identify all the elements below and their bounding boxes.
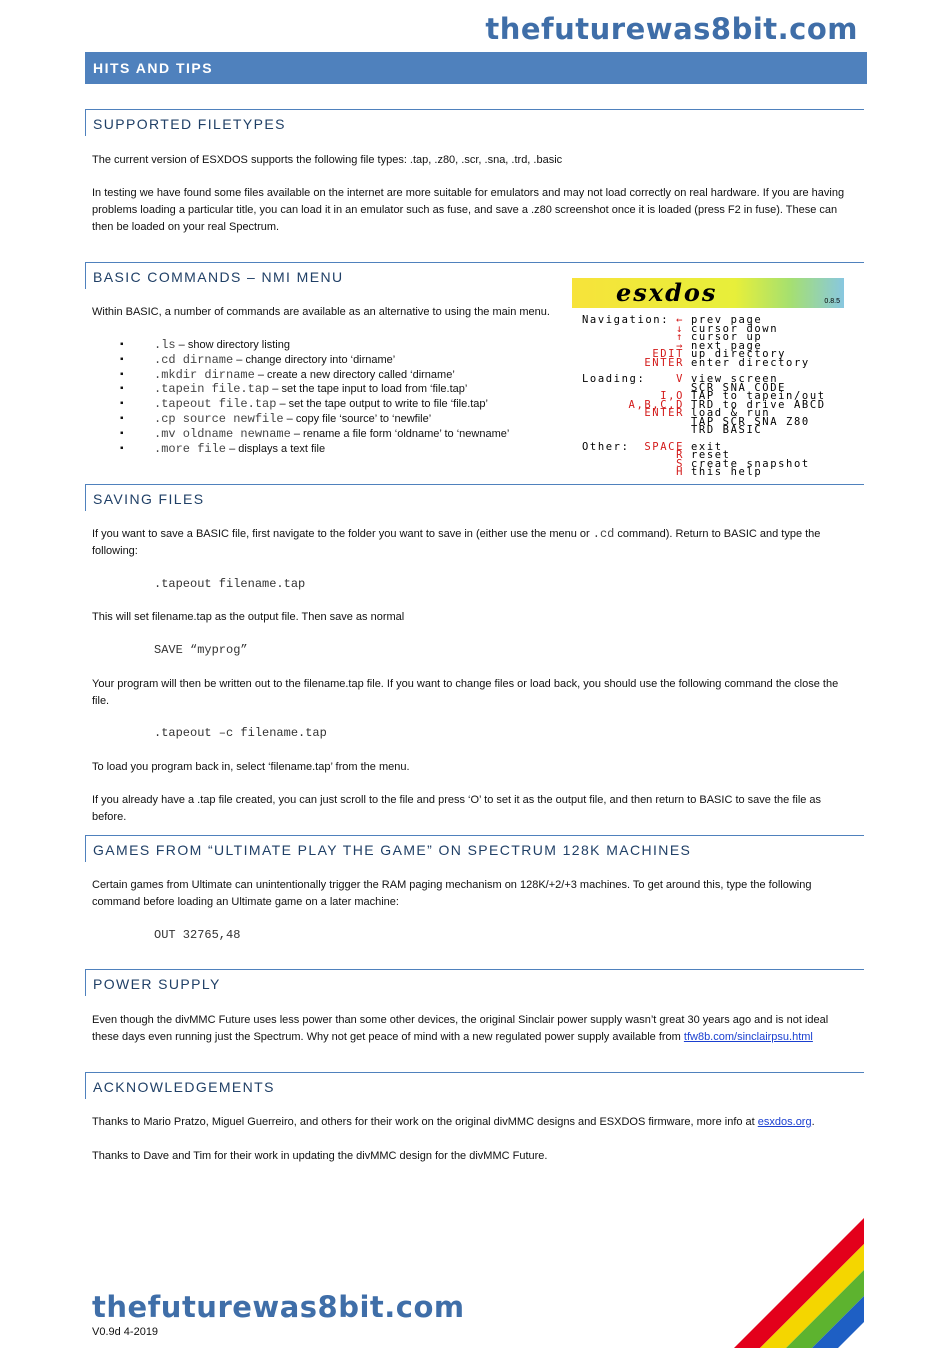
menu-key: I,O — [660, 390, 684, 402]
page-title: HITS AND TIPS — [93, 60, 214, 76]
saving-paragraph-3: Your program will then be written out to the filename.tap file. If you want to change files or load back, you should use the following command the close the file. — [92, 678, 839, 707]
menu-action: load & run — [691, 407, 771, 419]
filetypes-paragraph-2: In testing we have found some files available on the internet are more suitable for emulators and may not load correctly on real hardware. If you are having problems loading a particular title, you can load it in an emulator such as fuse, and save a .z80 screenshot once it is loaded (press F2 in fuse). These can then be loaded on your real Spectrum. — [92, 187, 845, 233]
menu-action: TAP SCR SNA Z80 — [691, 415, 810, 428]
section-heading-saving: SAVING FILES — [85, 484, 864, 511]
menu-action: TAP to tapein/out — [691, 390, 826, 402]
spectrum-rainbow-stripes — [734, 1218, 864, 1348]
list-item: ▪ .mkdir dirname – create a new directory called ‘dirname’ — [120, 368, 509, 383]
saving-paragraph-1: If you want to save a BASIC file, first navigate to the folder you want to save in (either use the menu or .cd command). Return to BASIC and type the following: — [92, 527, 821, 557]
brand-logo-bottom: thefuturewas8bit.com — [92, 1290, 465, 1324]
menu-action: cursor up — [691, 331, 763, 343]
esxdos-menu-screenshot — [572, 276, 844, 478]
menu-action: cursor down — [691, 322, 779, 335]
menu-action: reset — [691, 449, 731, 461]
menu-key: ← — [676, 314, 684, 326]
esxdos-link[interactable]: esxdos.org — [757, 1116, 812, 1128]
menu-action: prev page — [691, 314, 763, 326]
basic-intro: Within BASIC, a number of commands are available as an alternative to using the main menu. — [92, 306, 550, 318]
power-paragraph: Even though the divMMC Future uses less power than some other devices, the original Sinclair power supply wasn’t great 30 years ago and is not ideal these days even running just the Spectrum. Why not get peace of mind with a new regulated power supply available from tfw8b.com/sinclairpsu.html — [92, 1014, 829, 1043]
menu-key: ENTER — [644, 407, 684, 419]
list-item: ▪ .cd dirname – change directory into ‘dirname’ — [120, 353, 509, 368]
ultimate-paragraph-1: Certain games from Ultimate can unintentionally trigger the RAM paging mechanism on 128K/+2/+3 machines. To get around this, type the following command before loading an Ultimate game on a later machine: — [92, 879, 812, 908]
psu-link[interactable]: tfw8b.com/sinclairpsu.html — [683, 1031, 813, 1043]
menu-key: EDIT — [652, 348, 684, 360]
saving-paragraph-4: To load you program back in, select ‘filename.tap’ from the menu. — [92, 761, 410, 773]
menu-key: H — [676, 466, 684, 478]
ack-paragraph-2: Thanks to Dave and Tim for their work in updating the divMMC design for the divMMC Future. — [92, 1150, 548, 1162]
menu-key: V — [676, 373, 684, 385]
menu-section-label: Navigation: — [582, 314, 670, 326]
menu-action: exit — [691, 440, 723, 453]
menu-action: enter directory — [691, 356, 810, 369]
code-tapeout-close: .tapeout –c filename.tap — [154, 726, 327, 740]
menu-key: S — [676, 457, 684, 470]
menu-action: next page — [691, 339, 763, 352]
ack-paragraph-1: Thanks to Mario Pratzo, Miguel Guerreiro, and others for their work on the original divMMC designs and ESXDOS firmware, more info at esxdos.org. — [92, 1116, 815, 1128]
code-out: OUT 32765,48 — [154, 928, 241, 942]
code-save: SAVE “myprog” — [154, 643, 248, 657]
filetypes-paragraph-1: The current version of ESXDOS supports the following file types: .tap, .z80, .scr, .sna, .trd, .basic — [92, 154, 563, 166]
section-heading-basic: BASIC COMMANDS – NMI MENU — [85, 262, 864, 289]
saving-paragraph-2: This will set filename.tap as the output file. Then save as normal — [92, 611, 405, 623]
menu-key: ENTER — [644, 356, 684, 369]
menu-key: → — [676, 339, 684, 352]
list-item: ▪ .cp source newfile – copy file ‘source’ to ‘newfile’ — [120, 412, 509, 427]
menu-action: view screen — [691, 373, 779, 385]
code-tapeout: .tapeout filename.tap — [154, 577, 306, 591]
menu-action: TRD to drive ABCD — [691, 398, 826, 411]
menu-section-label: Other: — [582, 440, 630, 453]
menu-key: ↓ — [676, 322, 684, 335]
brand-logo-top: thefuturewas8bit.com — [485, 12, 858, 46]
list-item: ▪ .more file – displays a text file — [120, 442, 509, 457]
menu-key: A,B,C,D — [628, 398, 684, 411]
section-heading-ultimate: GAMES FROM “ULTIMATE PLAY THE GAME” ON SPECTRUM 128K MACHINES — [85, 835, 864, 862]
section-heading-ack: ACKNOWLEDGEMENTS — [85, 1072, 864, 1099]
section-heading-power: POWER SUPPLY — [85, 969, 864, 996]
menu-action: up directory — [691, 348, 787, 360]
menu-key: ↑ — [676, 331, 684, 343]
menu-action: TRD BASIC — [691, 424, 763, 436]
menu-section-label: Loading: — [582, 373, 646, 385]
title-banner — [85, 52, 867, 84]
list-item: ▪ .ls – show directory listing — [120, 338, 509, 353]
command-list — [120, 338, 509, 456]
menu-key: SPACE — [644, 440, 684, 453]
version-label: V0.9d 4-2019 — [92, 1326, 159, 1338]
menu-action: this help — [691, 466, 763, 478]
section-heading-filetypes: SUPPORTED FILETYPES — [85, 109, 864, 136]
menu-key: R — [676, 449, 684, 461]
menu-action: create snapshot — [691, 457, 810, 470]
saving-paragraph-5: If you already have a .tap file created, you can just scroll to the file and press ‘O’ to set it as the output file, and then return to BASIC to save the file as before. — [92, 794, 822, 823]
esxdos-logo: esxdos 0.8.5 — [572, 278, 844, 308]
list-item: ▪ .tapein file.tap – set the tape input to load from ‘file.tap’ — [120, 382, 509, 397]
list-item: ▪ .mv oldname newname – rename a file form ‘oldname’ to ‘newname’ — [120, 427, 509, 442]
menu-action: SCR SNA CODE — [691, 381, 787, 394]
list-item: ▪ .tapeout file.tap – set the tape output to write to file ‘file.tap’ — [120, 397, 509, 412]
